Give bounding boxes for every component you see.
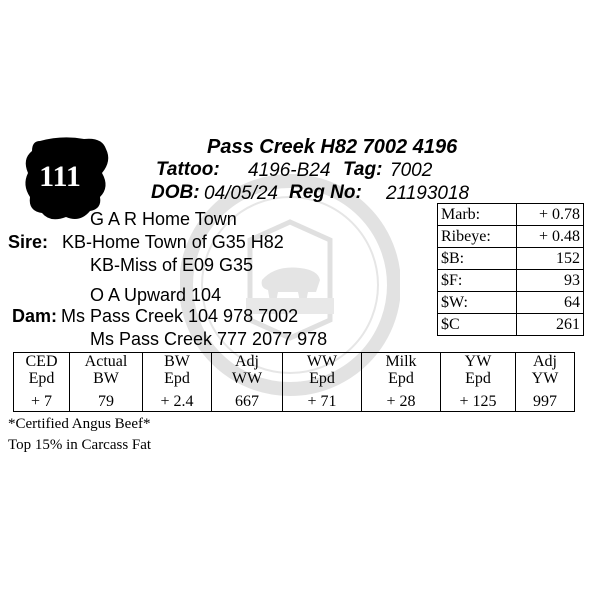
dam-name: Ms Pass Creek 104 978 7002 [61, 306, 299, 326]
value-cell: + 0.48 [517, 226, 584, 248]
epd-header-bottom: YW [531, 370, 559, 387]
value-label: $W: [438, 292, 517, 314]
epd-value: 79 [70, 391, 143, 412]
table-row [438, 270, 584, 292]
tattoo-label: Tattoo: [156, 159, 220, 180]
dam-dam: Ms Pass Creek 777 2077 978 [90, 329, 328, 349]
table-row [438, 204, 584, 226]
dam-label: Dam: [12, 306, 58, 326]
animal-name: Pass Creek H82 7002 4196 [207, 136, 458, 158]
epd-header [516, 353, 575, 392]
epd-value: + 28 [362, 391, 441, 412]
tag-value: 7002 [390, 160, 433, 181]
sire-sire: G A R Home Town [90, 209, 237, 229]
epd-header-top: Adj [235, 353, 259, 370]
value-cell: 64 [517, 292, 584, 314]
epd-header-bottom: Epd [309, 370, 335, 387]
epd-value: 997 [516, 391, 575, 412]
epd-header [283, 353, 362, 392]
epd-value: + 2.4 [143, 391, 212, 412]
epd-header-bottom: WW [231, 370, 263, 387]
epd-header [441, 353, 516, 392]
carcass-value-table [437, 203, 584, 336]
epd-header-top: Adj [533, 353, 557, 370]
value-label: $F: [438, 270, 517, 292]
epd-header-bottom: Epd [164, 370, 190, 387]
value-label: Marb: [438, 204, 517, 226]
epd-table [13, 352, 575, 412]
lot-number: 111 [39, 160, 81, 193]
epd-header-top: YW [464, 353, 492, 370]
epd-header-bottom: Epd [465, 370, 491, 387]
value-cell: 93 [517, 270, 584, 292]
tattoo-value: 4196-B24 [248, 160, 331, 181]
value-label: $B: [438, 248, 517, 270]
note-carcass-fat: Top 15% in Carcass Fat [8, 437, 152, 453]
sire-label: Sire: [8, 232, 49, 252]
epd-value: + 7 [14, 391, 70, 412]
epd-header [14, 353, 70, 392]
dob-label: DOB: [151, 182, 200, 203]
value-cell: 152 [517, 248, 584, 270]
value-cell: + 0.78 [517, 204, 584, 226]
reg-no-label: Reg No: [289, 182, 362, 203]
epd-header [362, 353, 441, 392]
reg-no-value: 21193018 [386, 183, 470, 204]
epd-value: + 71 [283, 391, 362, 412]
epd-header [143, 353, 212, 392]
epd-header-top: CED [25, 353, 58, 370]
tag-label: Tag: [343, 159, 383, 180]
dam-sire: O A Upward 104 [90, 285, 222, 305]
epd-header-top: Milk [385, 353, 417, 370]
epd-value-row [14, 391, 575, 412]
epd-header-bottom: Epd [28, 370, 55, 387]
epd-value: 667 [212, 391, 283, 412]
note-cab: *Certified Angus Beef* [8, 416, 151, 432]
table-row [438, 314, 584, 336]
epd-header-top: BW [164, 353, 190, 370]
epd-header-bottom: Epd [388, 370, 414, 387]
table-row [438, 248, 584, 270]
epd-header-top: Actual [84, 353, 128, 370]
sire-name: KB-Home Town of G35 H82 [62, 232, 284, 252]
sire-dam: KB-Miss of E09 G35 [90, 255, 254, 275]
dob-value: 04/05/24 [204, 183, 278, 204]
value-cell: 261 [517, 314, 584, 336]
epd-header-bottom: BW [93, 370, 119, 387]
epd-header-top: WW [306, 353, 338, 370]
epd-value: + 125 [441, 391, 516, 412]
epd-header [70, 353, 143, 392]
epd-header [212, 353, 283, 392]
epd-header-row [14, 353, 575, 392]
table-row [438, 226, 584, 248]
value-label: Ribeye: [438, 226, 517, 248]
value-label: $C [438, 314, 517, 336]
table-row [438, 292, 584, 314]
